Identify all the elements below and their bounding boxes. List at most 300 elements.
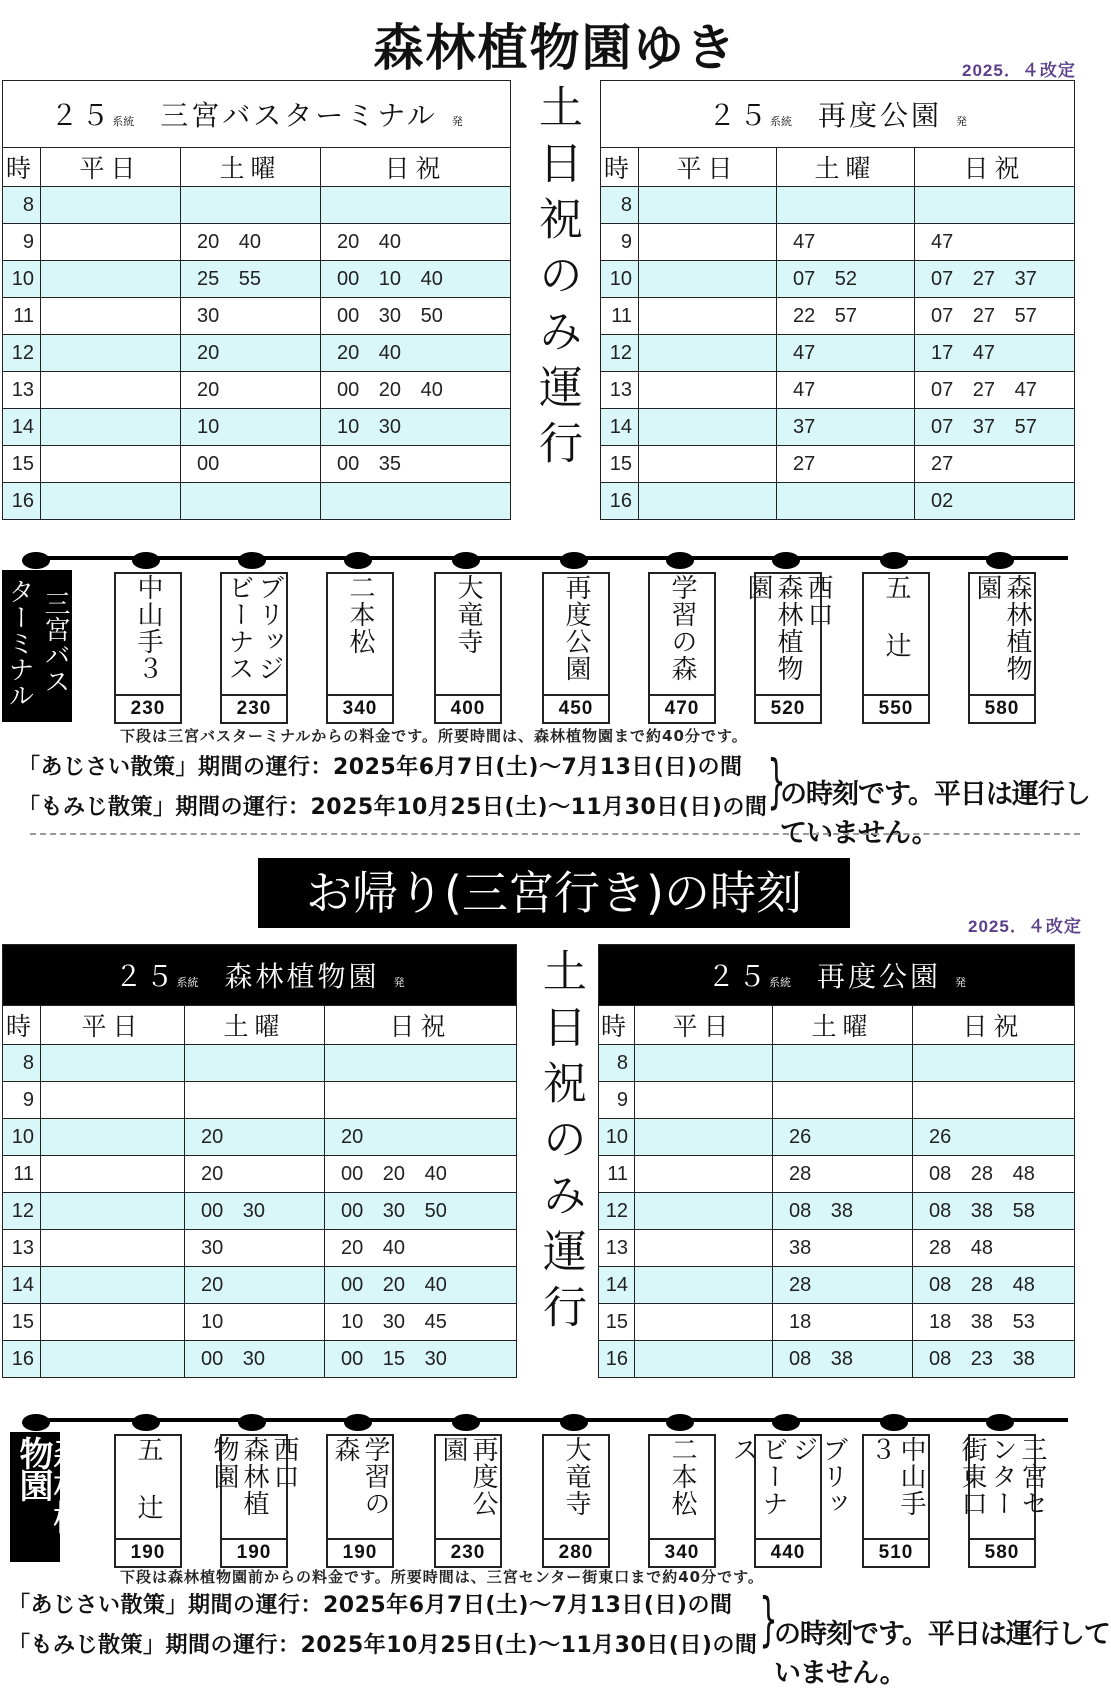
stop-name-line: ビーナス <box>224 574 254 682</box>
saturday-cell: 10 <box>181 409 321 446</box>
stop-fare: 190 <box>116 1538 180 1566</box>
table-row <box>599 1119 1075 1156</box>
weekday-cell <box>41 372 181 409</box>
holiday-cell: 07 37 57 <box>915 409 1075 446</box>
stop-fare: 440 <box>756 1538 820 1566</box>
weekday-cell <box>41 187 181 224</box>
return-route-line <box>28 1418 1068 1422</box>
weekday-cell <box>41 1230 185 1267</box>
stop-name-line: 大竜寺 <box>453 574 483 655</box>
table-row <box>599 1341 1075 1378</box>
stop-fare: 520 <box>756 694 820 722</box>
hour-cell: 11 <box>3 1156 41 1193</box>
departure-label: 発 <box>956 116 968 128</box>
period-suffix: の時刻です。平日は運行していません。 <box>780 779 1090 849</box>
table-caption <box>599 945 1075 1006</box>
departure-stop-name: 三宮バスターミナル <box>160 100 438 131</box>
table-row <box>3 483 511 520</box>
saturday-cell: 47 <box>777 335 915 372</box>
table-row <box>3 298 511 335</box>
saturday-cell: 47 <box>777 372 915 409</box>
column-header-hour: 時 <box>3 148 41 187</box>
table-row <box>601 261 1075 298</box>
weekday-cell <box>41 1193 185 1230</box>
saturday-cell: 26 <box>773 1119 913 1156</box>
stop-dot <box>22 552 50 569</box>
stop-name <box>544 574 608 694</box>
stop-name-line: 大竜寺 <box>561 1436 591 1517</box>
route-stop <box>326 1434 394 1568</box>
weekday-cell <box>639 409 777 446</box>
hour-cell: 11 <box>3 298 41 335</box>
route-line <box>28 556 1068 560</box>
holiday-cell: 18 38 53 <box>913 1304 1075 1341</box>
weekday-cell <box>639 335 777 372</box>
table-row <box>601 224 1075 261</box>
origin-stop-line-1: 三宮バス <box>40 590 70 694</box>
stop-name-line: 二本松 <box>345 574 375 655</box>
origin-stop-line-2: ターミナル <box>4 578 34 708</box>
holiday-cell: 00 30 50 <box>325 1193 517 1230</box>
stop-name-line: 再度公園 <box>561 574 591 682</box>
weekday-cell <box>635 1230 773 1267</box>
stop-name <box>328 1436 392 1538</box>
route-stop <box>728 1434 848 1568</box>
holiday-cell: 00 30 50 <box>321 298 511 335</box>
period-ajisai: 「あじさい散策」期間の運行：2025年6月7日(土)～7月13日(日)の間 <box>18 755 743 780</box>
return-weekend-only-note: 土日祝のみ運行 <box>535 948 586 1340</box>
stop-name-line: 五 辻 <box>133 1436 163 1521</box>
table-row <box>601 409 1075 446</box>
saturday-cell <box>181 187 321 224</box>
holiday-cell: 02 <box>915 483 1075 520</box>
stop-name-line: 二本松 <box>667 1436 697 1517</box>
stop-dot <box>344 552 372 569</box>
holiday-cell: 20 40 <box>321 335 511 372</box>
table-row <box>601 335 1075 372</box>
weekday-cell <box>639 224 777 261</box>
stop-dot <box>986 1414 1014 1431</box>
weekday-cell <box>41 298 181 335</box>
hour-cell: 16 <box>3 483 41 520</box>
table-row <box>601 372 1075 409</box>
return-title: お帰り(三宮行き)の時刻 <box>258 858 850 928</box>
stop-name-line: 森林植物園 <box>209 1436 269 1517</box>
column-header-saturday: 土曜 <box>777 148 915 187</box>
return-fare-note: 下段は森林植物園前からの料金です。所要時間は、三宮センター街東口まで約40分です。 <box>120 1568 764 1586</box>
hour-cell: 13 <box>599 1230 635 1267</box>
saturday-cell: 20 <box>185 1267 325 1304</box>
holiday-cell: 00 10 40 <box>321 261 511 298</box>
stop-fare: 580 <box>970 1538 1034 1566</box>
route-stop <box>114 1434 182 1568</box>
column-header-weekday: 平日 <box>41 1006 185 1045</box>
weekday-cell <box>635 1267 773 1304</box>
stop-name <box>544 1436 608 1538</box>
return-period-ajisai: 「あじさい散策」期間の運行：2025年6月7日(土)～7月13日(日)の間 <box>8 1593 733 1618</box>
stop-fare: 340 <box>328 694 392 722</box>
route-stop <box>743 572 833 724</box>
stop-name-line: 五 辻 <box>881 574 911 659</box>
weekday-cell <box>41 1156 185 1193</box>
origin-stop <box>2 570 72 722</box>
saturday-cell: 27 <box>777 446 915 483</box>
table-row <box>599 1156 1075 1193</box>
weekday-cell <box>639 261 777 298</box>
stop-name <box>650 1436 714 1538</box>
table-row <box>3 1082 517 1119</box>
holiday-cell <box>913 1045 1075 1082</box>
weekday-cell <box>41 224 181 261</box>
saturday-cell: 28 <box>773 1156 913 1193</box>
saturday-cell: 20 <box>181 372 321 409</box>
table-caption <box>601 81 1075 148</box>
hour-cell: 11 <box>601 298 639 335</box>
route-stop <box>434 1434 502 1568</box>
holiday-cell: 00 20 40 <box>325 1156 517 1193</box>
hour-cell: 8 <box>601 187 639 224</box>
table-row <box>3 335 511 372</box>
saturday-cell: 37 <box>777 409 915 446</box>
saturday-cell: 18 <box>773 1304 913 1341</box>
holiday-cell: 17 47 <box>915 335 1075 372</box>
saturday-cell: 47 <box>777 224 915 261</box>
column-header-holiday: 日祝 <box>913 1006 1075 1045</box>
column-header-weekday: 平日 <box>639 148 777 187</box>
hour-cell: 10 <box>601 261 639 298</box>
column-header-hour: 時 <box>599 1006 635 1045</box>
stop-dot <box>132 1414 160 1431</box>
holiday-cell: 00 20 40 <box>325 1267 517 1304</box>
holiday-cell: 27 <box>915 446 1075 483</box>
table-row <box>599 1267 1075 1304</box>
stop-dot <box>666 552 694 569</box>
saturday-cell: 20 <box>181 335 321 372</box>
saturday-cell: 22 57 <box>777 298 915 335</box>
stop-fare: 280 <box>544 1538 608 1566</box>
holiday-cell <box>325 1045 517 1082</box>
hour-cell: 16 <box>3 1341 41 1378</box>
stop-name-line: 三宮センター街東口 <box>957 1436 1047 1517</box>
saturday-cell: 20 <box>185 1156 325 1193</box>
stop-name <box>209 1436 299 1538</box>
saturday-cell: 20 <box>185 1119 325 1156</box>
saturday-cell: 07 52 <box>777 261 915 298</box>
hour-cell: 14 <box>3 1267 41 1304</box>
stop-dot <box>238 552 266 569</box>
holiday-cell: 07 27 37 <box>915 261 1075 298</box>
weekday-cell <box>635 1082 773 1119</box>
departure-stop-name: 再度公園 <box>818 100 943 131</box>
stop-fare: 450 <box>544 694 608 722</box>
holiday-cell: 20 40 <box>325 1230 517 1267</box>
stop-dot <box>772 1414 800 1431</box>
return-origin-stop-name: 森林植物園 <box>13 1436 87 1532</box>
return-brace-icon: } <box>759 1585 778 1653</box>
holiday-cell: 08 23 38 <box>913 1341 1075 1378</box>
holiday-cell: 20 <box>325 1119 517 1156</box>
weekday-cell <box>41 1082 185 1119</box>
holiday-cell: 08 28 48 <box>913 1267 1075 1304</box>
column-header-holiday: 日祝 <box>915 148 1075 187</box>
hour-cell: 14 <box>599 1267 635 1304</box>
weekday-cell <box>41 446 181 483</box>
route-number: ２５ <box>114 961 177 992</box>
hour-cell: 12 <box>3 1193 41 1230</box>
weekday-cell <box>41 1045 185 1082</box>
timetable-return-left <box>2 944 517 1378</box>
stop-fare: 400 <box>436 694 500 722</box>
table-row <box>3 446 511 483</box>
column-header-hour: 時 <box>3 1006 41 1045</box>
stop-dot <box>452 1414 480 1431</box>
route-stop <box>434 572 502 724</box>
hour-cell: 15 <box>599 1304 635 1341</box>
departure-label: 発 <box>955 977 967 989</box>
stop-name <box>743 574 833 694</box>
saturday-cell <box>181 483 321 520</box>
weekday-cell <box>635 1193 773 1230</box>
holiday-cell: 20 40 <box>321 224 511 261</box>
system-label: 系統 <box>769 977 792 989</box>
stop-name-line: 西口 <box>269 1436 299 1490</box>
system-label: 系統 <box>176 977 199 989</box>
holiday-cell: 28 48 <box>913 1230 1075 1267</box>
weekday-cell <box>639 446 777 483</box>
stop-fare: 230 <box>222 694 286 722</box>
saturday-cell: 08 38 <box>773 1341 913 1378</box>
table-row <box>3 1045 517 1082</box>
stop-fare: 580 <box>970 694 1034 722</box>
weekday-cell <box>41 409 181 446</box>
saturday-cell: 25 55 <box>181 261 321 298</box>
stop-name <box>328 574 392 694</box>
column-header-saturday: 土曜 <box>181 148 321 187</box>
revision-label: 2025．４改定 <box>962 61 1076 80</box>
stop-name <box>436 1436 500 1538</box>
table-row <box>3 224 511 261</box>
table-row <box>599 1193 1075 1230</box>
hour-cell: 11 <box>599 1156 635 1193</box>
holiday-cell <box>321 483 511 520</box>
table-row <box>599 1304 1075 1341</box>
route-stop <box>114 572 182 724</box>
saturday-cell: 00 30 <box>185 1193 325 1230</box>
stop-name <box>222 574 286 694</box>
hour-cell: 14 <box>3 409 41 446</box>
return-revision-label: 2025．４改定 <box>968 917 1082 936</box>
stop-fare: 550 <box>864 694 928 722</box>
stop-name-line: 西口 <box>803 574 833 628</box>
stop-dot <box>880 552 908 569</box>
stop-dot <box>772 552 800 569</box>
holiday-cell: 08 38 58 <box>913 1193 1075 1230</box>
route-stop <box>648 572 716 724</box>
hour-cell: 16 <box>601 483 639 520</box>
table-row <box>601 483 1075 520</box>
hour-cell: 13 <box>3 372 41 409</box>
saturday-cell: 30 <box>181 298 321 335</box>
stop-dot <box>986 552 1014 569</box>
hour-cell: 8 <box>3 1045 41 1082</box>
hour-cell: 10 <box>3 1119 41 1156</box>
holiday-cell: 07 27 47 <box>915 372 1075 409</box>
table-row <box>3 1304 517 1341</box>
holiday-cell <box>325 1082 517 1119</box>
saturday-cell <box>185 1045 325 1082</box>
stop-dot <box>238 1414 266 1431</box>
stop-name-line: 森林植物園 <box>972 574 1032 682</box>
hour-cell: 9 <box>599 1082 635 1119</box>
hour-cell: 14 <box>601 409 639 446</box>
hour-cell: 12 <box>599 1193 635 1230</box>
table-row <box>3 1341 517 1378</box>
stop-dot <box>880 1414 908 1431</box>
period-momiji: 「もみじ散策」期間の運行：2025年10月25日(土)～11月30日(日)の間 <box>18 795 768 820</box>
column-header-holiday: 日祝 <box>321 148 511 187</box>
saturday-cell <box>773 1045 913 1082</box>
column-header-weekday: 平日 <box>41 148 181 187</box>
stop-fare: 230 <box>116 694 180 722</box>
holiday-cell: 10 30 <box>321 409 511 446</box>
saturday-cell <box>185 1082 325 1119</box>
system-label: 系統 <box>112 116 135 128</box>
column-header-saturday: 土曜 <box>773 1006 913 1045</box>
weekday-cell <box>639 298 777 335</box>
stop-dot <box>560 1414 588 1431</box>
route-stop <box>968 572 1036 724</box>
stop-name <box>116 1436 180 1538</box>
stop-dot <box>344 1414 372 1431</box>
route-stop <box>542 1434 610 1568</box>
saturday-cell <box>777 483 915 520</box>
brace-icon: } <box>767 747 786 815</box>
weekday-cell <box>635 1045 773 1082</box>
route-number: ２５ <box>707 961 770 992</box>
stop-name-line: ビーナス <box>728 1436 788 1517</box>
stop-fare: 510 <box>864 1538 928 1566</box>
stop-name-line: 中山手３ <box>866 1436 926 1517</box>
departure-label: 発 <box>451 116 463 128</box>
weekday-cell <box>41 483 181 520</box>
holiday-cell: 26 <box>913 1119 1075 1156</box>
table-row <box>599 1045 1075 1082</box>
hour-cell: 10 <box>3 261 41 298</box>
saturday-cell: 30 <box>185 1230 325 1267</box>
stop-fare: 340 <box>650 1538 714 1566</box>
stop-name-line: 再度公園 <box>438 1436 498 1517</box>
saturday-cell <box>773 1082 913 1119</box>
hour-cell: 9 <box>3 224 41 261</box>
hour-cell: 8 <box>3 187 41 224</box>
stop-name <box>436 574 500 694</box>
stop-dot <box>560 552 588 569</box>
return-period-suffix: の時刻です。平日は運行していません。 <box>774 1619 1110 1689</box>
stop-fare: 230 <box>436 1538 500 1566</box>
stop-name <box>864 1436 928 1538</box>
holiday-cell <box>913 1082 1075 1119</box>
weekday-cell <box>639 372 777 409</box>
departure-label: 発 <box>393 977 405 989</box>
route-stop <box>542 572 610 724</box>
holiday-cell: 00 20 40 <box>321 372 511 409</box>
weekday-cell <box>41 1267 185 1304</box>
page-title: 森林植物園ゆき <box>373 19 738 77</box>
table-row <box>3 1193 517 1230</box>
stop-dot <box>452 552 480 569</box>
stop-dot <box>666 1414 694 1431</box>
route-stop <box>326 572 394 724</box>
stop-name <box>650 574 714 694</box>
saturday-cell: 28 <box>773 1267 913 1304</box>
saturday-cell: 20 40 <box>181 224 321 261</box>
hour-cell: 8 <box>599 1045 635 1082</box>
system-label: 系統 <box>770 116 793 128</box>
stop-name <box>864 574 928 694</box>
stop-name-line: 学習の森 <box>330 1436 390 1517</box>
holiday-cell <box>321 187 511 224</box>
column-header-holiday: 日祝 <box>325 1006 517 1045</box>
weekday-cell <box>639 187 777 224</box>
column-header-hour: 時 <box>601 148 639 187</box>
stop-fare: 470 <box>650 694 714 722</box>
table-row <box>599 1082 1075 1119</box>
return-period-momiji: 「もみじ散策」期間の運行：2025年10月25日(土)～11月30日(日)の間 <box>8 1633 758 1658</box>
table-row <box>601 187 1075 224</box>
stop-name <box>957 1436 1047 1538</box>
saturday-cell: 00 <box>181 446 321 483</box>
table-row <box>3 409 511 446</box>
stop-name <box>116 574 180 694</box>
weekday-cell <box>635 1341 773 1378</box>
route-number: ２５ <box>708 100 771 131</box>
stop-fare: 190 <box>328 1538 392 1566</box>
fare-note: 下段は三宮バスターミナルからの料金です。所要時間は、森林植物園まで約40分です。 <box>120 727 748 745</box>
stop-name-line: 中山手３ <box>133 574 163 682</box>
timetable-outbound-left <box>2 80 511 520</box>
stop-name <box>728 1436 848 1538</box>
table-row <box>3 372 511 409</box>
route-stop <box>209 1434 299 1568</box>
stop-dot <box>22 1414 50 1431</box>
stop-name-line: ブリッジ <box>788 1436 848 1517</box>
route-stop <box>862 572 930 724</box>
table-caption <box>3 945 517 1006</box>
weekday-cell <box>635 1119 773 1156</box>
departure-stop-name: 森林植物園 <box>224 961 380 992</box>
weekday-cell <box>41 1119 185 1156</box>
holiday-cell: 00 35 <box>321 446 511 483</box>
hour-cell: 13 <box>3 1230 41 1267</box>
route-stop <box>648 1434 716 1568</box>
stop-name-line: 学習の森 <box>667 574 697 682</box>
stop-name <box>970 574 1034 694</box>
stop-dot <box>132 552 160 569</box>
return-origin-stop <box>10 1432 87 1562</box>
hour-cell: 10 <box>599 1119 635 1156</box>
weekday-cell <box>635 1156 773 1193</box>
column-header-weekday: 平日 <box>635 1006 773 1045</box>
table-row <box>3 1119 517 1156</box>
hour-cell: 13 <box>601 372 639 409</box>
table-row <box>601 446 1075 483</box>
timetable-return-right <box>598 944 1075 1378</box>
route-stop <box>957 1434 1047 1568</box>
table-row <box>3 1267 517 1304</box>
holiday-cell: 08 28 48 <box>913 1156 1075 1193</box>
holiday-cell: 47 <box>915 224 1075 261</box>
weekday-cell <box>41 261 181 298</box>
